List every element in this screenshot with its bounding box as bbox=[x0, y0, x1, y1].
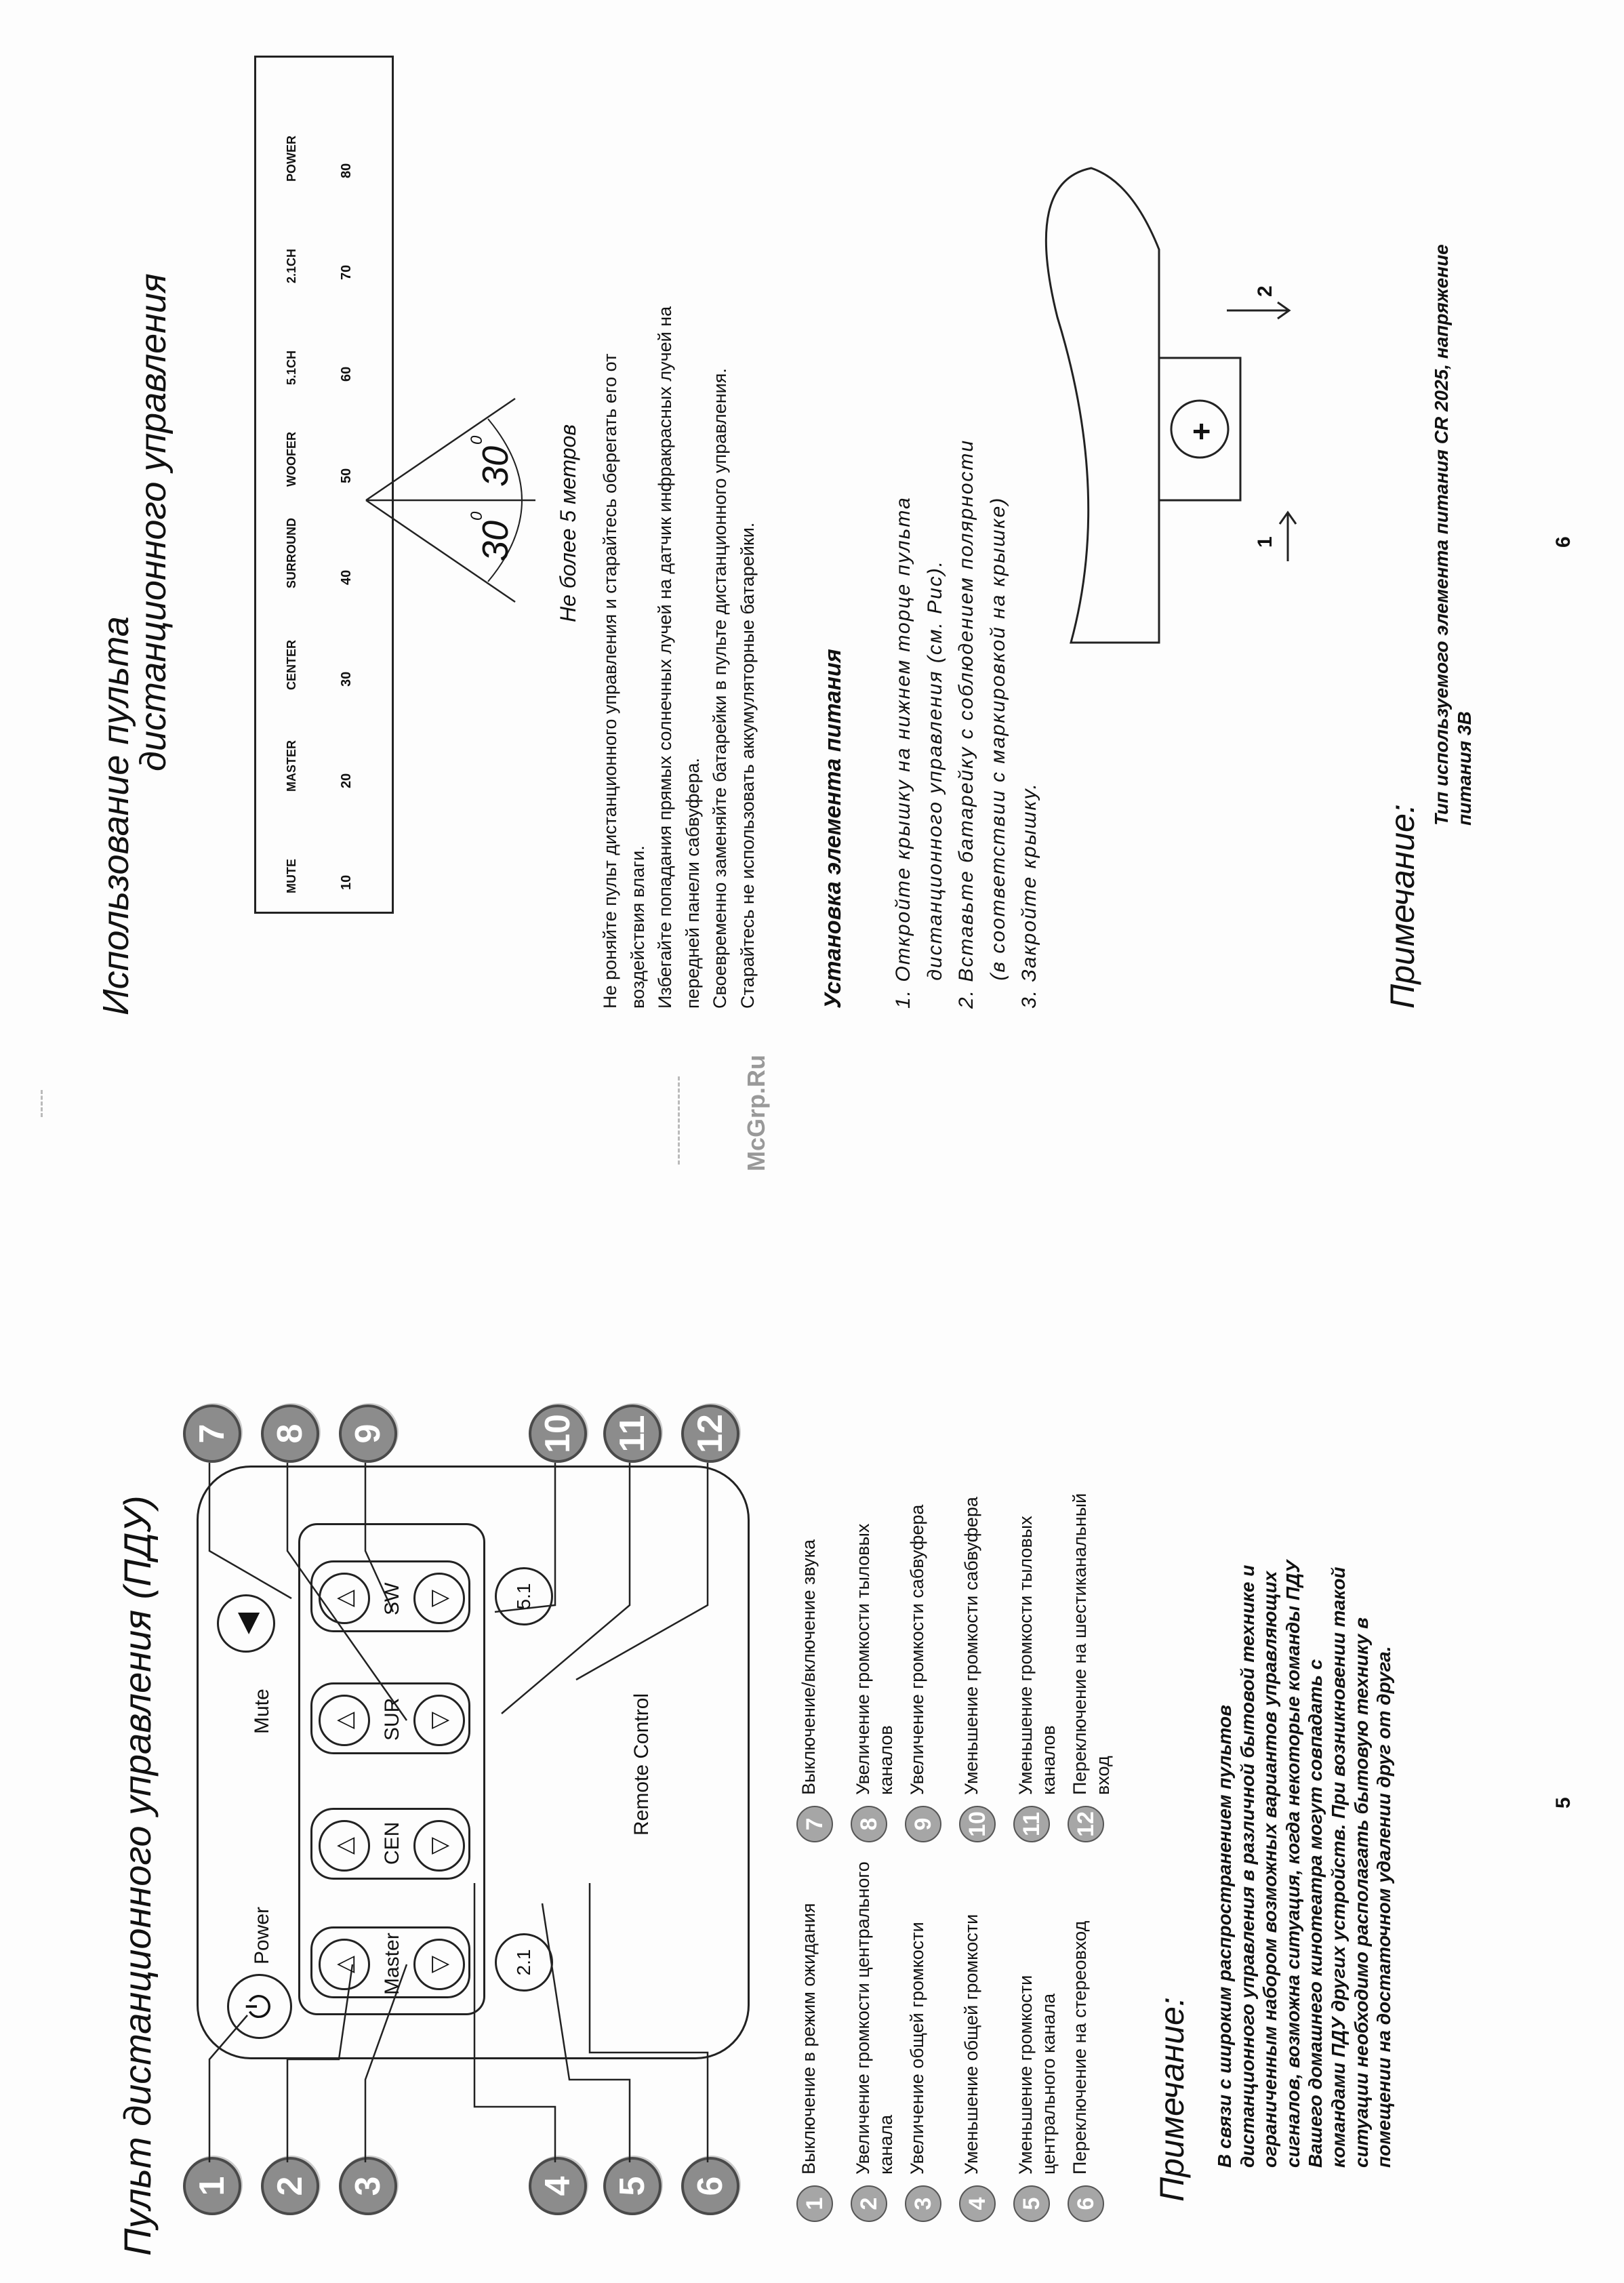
master-up-button: △ bbox=[319, 1939, 370, 1990]
arrow-1 bbox=[1280, 512, 1296, 561]
right-note-line: Тип используемого элемента питания CR 2025, напряжение bbox=[1431, 244, 1452, 826]
angle-right-value: 30 bbox=[475, 445, 516, 487]
left-page-number: 5 bbox=[1552, 1797, 1575, 1809]
legend-text-2: Увеличение громкости центрального канала bbox=[853, 1861, 896, 2175]
left-note-line: помещении на достаточном удалении друг от друга. bbox=[1373, 1646, 1395, 2168]
callout-6: 6 bbox=[681, 2157, 739, 2215]
panel-label-7: 2.1CH bbox=[285, 248, 298, 283]
callout-9: 9 bbox=[339, 1405, 397, 1463]
battery-steps bbox=[888, 195, 1046, 1009]
legend-number-1: 1 bbox=[796, 2185, 833, 2222]
legend-text-4: Уменьшение общей громкости bbox=[961, 1914, 981, 2175]
legend-number-5: 5 bbox=[1013, 2185, 1050, 2222]
arrow-2 bbox=[1227, 302, 1289, 319]
cen-up-button: △ bbox=[319, 1820, 370, 1872]
master-down-button: ▽ bbox=[413, 1939, 465, 1990]
usage-line: Своевременно заменяйте батарейки в пульте дистанционного управления. bbox=[710, 368, 730, 1009]
callout-1: 1 bbox=[183, 2157, 241, 2215]
battery-cover-diagram bbox=[1030, 155, 1315, 670]
power-label: Power bbox=[251, 1906, 273, 1964]
callout-5: 5 bbox=[603, 2157, 662, 2215]
legend-number-4: 4 bbox=[959, 2185, 996, 2222]
usage-line: Старайтесь не использовать аккумуляторные батарейки. bbox=[737, 522, 758, 1009]
battery-step: (в соответствии с маркировкой на крышке) bbox=[986, 496, 1009, 1009]
arrow-2-label: 2 bbox=[1254, 285, 1276, 297]
usage-instructions bbox=[596, 127, 761, 1009]
panel-label-6: 5.1CH bbox=[285, 350, 298, 385]
usage-line: Не роняйте пульт дистанционного управления и старайтесь оберегать его от bbox=[600, 353, 620, 1009]
legend-number-9: 9 bbox=[905, 1806, 941, 1842]
right-page-number: 6 bbox=[1552, 536, 1575, 548]
usage-line: Избегайте попадания прямых солнечных лучей на датчик инфракрасных лучей на bbox=[655, 306, 675, 1009]
degree-mark-right: 0 bbox=[468, 435, 486, 445]
callout-4: 4 bbox=[529, 2157, 587, 2215]
battery-step: дистанционного управления (см. Рис). bbox=[923, 559, 946, 1009]
legend-text-6: Переключение на стереовход bbox=[1070, 1920, 1090, 2175]
legend-number-8: 8 bbox=[851, 1806, 887, 1842]
callout-2: 2 bbox=[261, 2157, 319, 2215]
battery-step: 3. Закройте крышку. bbox=[1018, 782, 1040, 1009]
legend-text-1: Выключение в режим ожидания bbox=[798, 1903, 819, 2175]
legend-text-12: Переключение на шестиканальный вход bbox=[1070, 1493, 1113, 1795]
left-note-line: ситуации необходимо располагать бытовую технику в bbox=[1350, 1617, 1372, 2168]
legend-text-7: Выключение/включение звука bbox=[798, 1539, 819, 1795]
sur-label: SUR bbox=[381, 1697, 403, 1741]
sur-down-button: ▽ bbox=[413, 1695, 465, 1746]
watermark: McGrp.Ru bbox=[742, 1054, 770, 1171]
master-label: Master bbox=[381, 1933, 403, 1995]
panel-number-7: 70 bbox=[339, 264, 354, 280]
legend-text-5: Уменьшение громкости центрального канала bbox=[1015, 1975, 1059, 2175]
legend-number-6: 6 bbox=[1068, 2185, 1104, 2222]
remote-end-outline bbox=[1046, 168, 1159, 643]
panel-label-4: SURROUND bbox=[285, 517, 298, 588]
remote-caption: Remote Control bbox=[630, 1693, 653, 1836]
legend-text-11: Уменьшение громкости тыловых каналов bbox=[1015, 1516, 1059, 1795]
legend-number-3: 3 bbox=[905, 2185, 941, 2222]
button-2-1: 2.1 bbox=[495, 1933, 553, 1992]
cen-label: CEN bbox=[381, 1821, 403, 1865]
left-note-line: дистанционного управления в различной бытовой технике и bbox=[1236, 1564, 1258, 2168]
callout-12: 12 bbox=[681, 1405, 739, 1463]
sw-down-button: ▽ bbox=[413, 1573, 465, 1624]
sw-up-button: △ bbox=[319, 1573, 370, 1624]
legend-text-10: Уменьшение громкости сабвуфера bbox=[961, 1497, 981, 1795]
callout-10: 10 bbox=[529, 1405, 587, 1463]
left-note-line: командами ПДУ других устройств. При возникновении такой bbox=[1327, 1567, 1349, 2168]
battery-heading: Установка элемента питания bbox=[820, 649, 846, 1009]
legend-number-7: 7 bbox=[796, 1806, 833, 1842]
panel-number-3: 30 bbox=[339, 671, 354, 687]
right-title-line1: Использование пульта bbox=[96, 616, 136, 1015]
legend-text-8: Увеличение громкости тыловых каналов bbox=[853, 1523, 896, 1795]
right-title-line2: дистанционного управления bbox=[133, 273, 174, 771]
left-note-body bbox=[1213, 1354, 1396, 2168]
usage-line: передней панели сабвуфера. bbox=[682, 757, 703, 1009]
legend-text-9: Увеличение громкости сабвуфера bbox=[907, 1504, 927, 1795]
right-note-heading: Примечание: bbox=[1383, 804, 1421, 1009]
legend-number-2: 2 bbox=[851, 2185, 887, 2222]
fold-mark-top bbox=[41, 1090, 43, 1117]
callout-8: 8 bbox=[261, 1405, 319, 1463]
mute-speaker-icon: ◀ bbox=[217, 1594, 275, 1653]
usage-line: воздействия влаги. bbox=[627, 845, 648, 1009]
panel-number-1: 10 bbox=[339, 874, 354, 890]
right-note-body bbox=[1430, 46, 1476, 826]
left-note-line: Вашего домашнего кинотеатра могут совпадать с bbox=[1305, 1659, 1326, 2168]
panel-number-2: 20 bbox=[339, 773, 354, 788]
arrow-1-label: 1 bbox=[1254, 536, 1276, 548]
panel-number-4: 40 bbox=[339, 569, 354, 585]
distance-caption: Не более 5 метров bbox=[556, 424, 580, 622]
panel-label-8: POWER bbox=[285, 135, 298, 182]
button-5-1: 5.1 bbox=[495, 1567, 553, 1625]
power-icon: ⏻ bbox=[227, 1974, 292, 2039]
right-note-line: питания 3В bbox=[1453, 711, 1475, 826]
left-note-line: сигналов, возможна ситуация, когда некоторые команды ПДУ bbox=[1282, 1560, 1303, 2168]
panel-number-8: 80 bbox=[339, 163, 354, 178]
panel-label-1: MUTE bbox=[285, 859, 298, 893]
ir-angle-diagram bbox=[352, 249, 583, 656]
panel-number-6: 60 bbox=[339, 366, 354, 382]
callout-3: 3 bbox=[339, 2157, 397, 2215]
battery-step: 1. Откройте крышку на нижнем торце пульта bbox=[892, 496, 914, 1009]
battery-step: 2. Вставьте батарейку с соблюдением полярности bbox=[955, 439, 977, 1009]
panel-number-5: 50 bbox=[339, 468, 354, 483]
panel-label-5: WOOFER bbox=[285, 432, 298, 487]
legend-text-3: Увеличение общей громкости bbox=[907, 1922, 927, 2175]
sur-up-button: △ bbox=[319, 1695, 370, 1746]
left-note-line: ограниченным набором возможных вариантов управляющих bbox=[1259, 1571, 1281, 2168]
angle-left-value: 30 bbox=[475, 520, 516, 561]
legend-number-10: 10 bbox=[959, 1806, 996, 1842]
legend-number-11: 11 bbox=[1013, 1806, 1050, 1842]
mute-label: Mute bbox=[251, 1689, 273, 1734]
callout-11: 11 bbox=[603, 1405, 662, 1463]
callout-7: 7 bbox=[183, 1405, 241, 1463]
panel-label-3: CENTER bbox=[285, 639, 298, 690]
battery-plus-sign: + bbox=[1183, 422, 1219, 441]
left-page-title: Пульт дистанционного управления (ПДУ) bbox=[116, 1495, 159, 2256]
cen-down-button: ▽ bbox=[413, 1820, 465, 1872]
degree-mark-left: 0 bbox=[468, 511, 486, 521]
legend-number-12: 12 bbox=[1068, 1806, 1104, 1842]
sw-label: SW bbox=[381, 1582, 403, 1615]
legend bbox=[796, 1341, 1122, 2222]
panel-label-2: MASTER bbox=[285, 740, 298, 792]
left-note-line: В связи с широким распространением пультов bbox=[1214, 1705, 1235, 2168]
left-note-heading: Примечание: bbox=[1153, 1997, 1191, 2202]
